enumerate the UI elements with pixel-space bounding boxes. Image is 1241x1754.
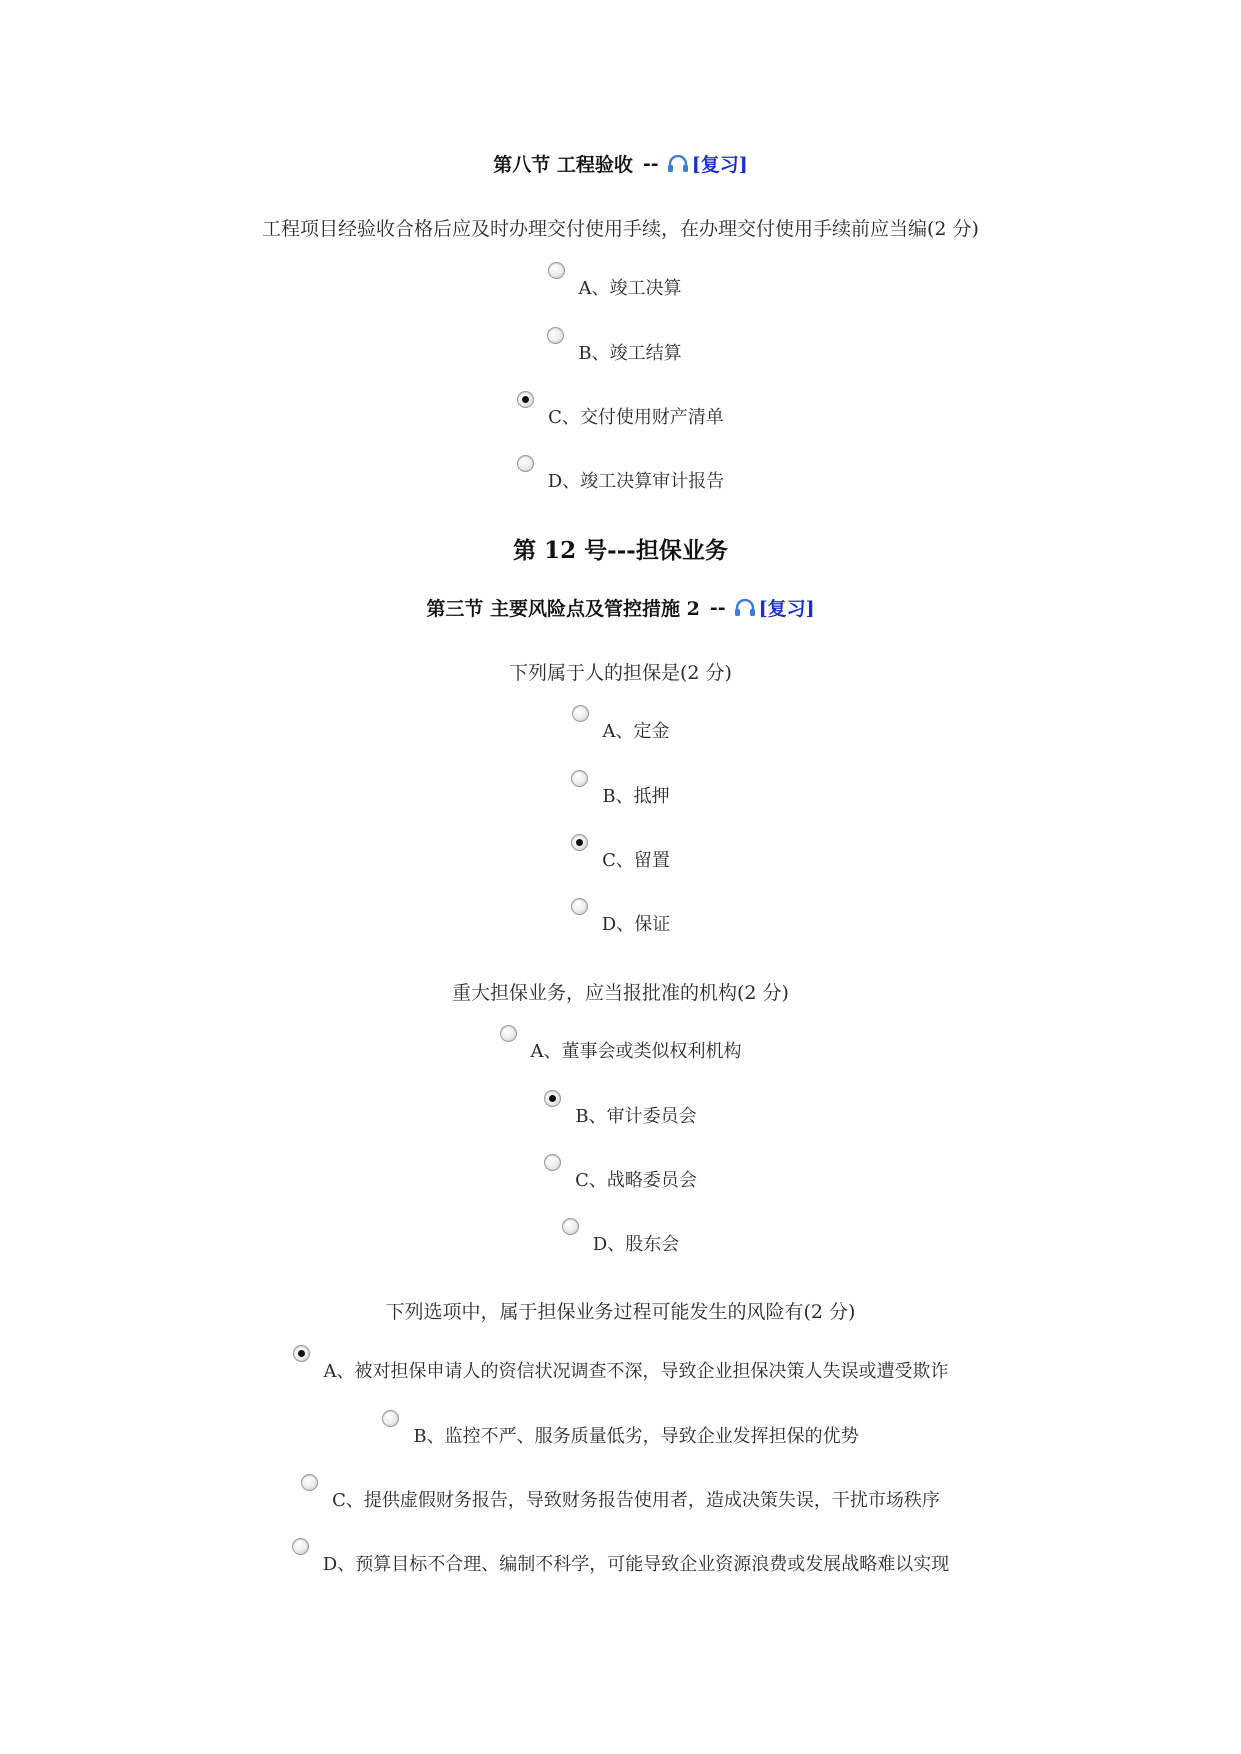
radio-button[interactable] bbox=[382, 1410, 399, 1427]
option-label: D、预算目标不合理、编制不科学，可能导致企业资源浪费或发展战略难以实现 bbox=[322, 1554, 950, 1575]
option-row[interactable] bbox=[0, 1025, 1241, 1063]
headphone-icon[interactable] bbox=[734, 599, 756, 617]
option-label: B、监控不严、服务质量低劣，导致企业发挥担保的优势 bbox=[413, 1426, 859, 1447]
radio-button[interactable] bbox=[571, 898, 588, 915]
review-link[interactable]: [复习] bbox=[758, 598, 815, 620]
section-title: 第三节 主要风险点及管控措施 2 bbox=[426, 598, 700, 620]
headphone-icon[interactable] bbox=[667, 155, 689, 173]
option-row[interactable] bbox=[0, 770, 1241, 808]
section-header-2 bbox=[0, 594, 1241, 621]
main-title: 第 12 号---担保业务 bbox=[513, 537, 728, 564]
question-3 bbox=[0, 978, 1241, 1005]
option-label: B、竣工结算 bbox=[578, 343, 682, 364]
radio-button[interactable] bbox=[572, 705, 589, 722]
option-row[interactable] bbox=[0, 1154, 1241, 1192]
option-label: A、被对担保申请人的资信状况调查不深，导致企业担保决策人失误或遭受欺诈 bbox=[323, 1361, 949, 1382]
option-row[interactable] bbox=[0, 1090, 1241, 1128]
radio-button[interactable] bbox=[544, 1154, 561, 1171]
section-header-1 bbox=[0, 150, 1241, 177]
option-label: A、竣工决算 bbox=[578, 278, 682, 299]
question-text: 工程项目经验收合格后应及时办理交付使用手续，在办理交付使用手续前应当编(2 分) bbox=[262, 218, 979, 240]
option-label: A、定金 bbox=[602, 721, 670, 742]
radio-button[interactable] bbox=[547, 327, 564, 344]
option-label: D、股东会 bbox=[592, 1234, 680, 1255]
radio-button-selected[interactable] bbox=[517, 391, 534, 408]
option-row[interactable] bbox=[0, 391, 1241, 429]
option-label: C、提供虚假财务报告，导致财务报告使用者，造成决策失误，干扰市场秩序 bbox=[332, 1490, 940, 1511]
option-row[interactable] bbox=[0, 834, 1241, 872]
option-label: A、董事会或类似权利机构 bbox=[530, 1041, 742, 1062]
question-1 bbox=[0, 214, 1241, 241]
radio-button[interactable] bbox=[292, 1538, 309, 1555]
question-text: 重大担保业务，应当报批准的机构(2 分) bbox=[452, 982, 789, 1004]
section-title: 第八节 工程验收 bbox=[493, 154, 633, 176]
radio-button[interactable] bbox=[301, 1474, 318, 1491]
option-label: D、竣工决算审计报告 bbox=[547, 471, 725, 492]
question-text: 下列选项中，属于担保业务过程可能发生的风险有(2 分) bbox=[385, 1301, 856, 1323]
question-text: 下列属于人的担保是(2 分) bbox=[509, 662, 732, 684]
radio-button-selected[interactable] bbox=[293, 1345, 310, 1362]
option-row[interactable] bbox=[0, 705, 1241, 743]
option-label: C、交付使用财产清单 bbox=[548, 407, 724, 428]
option-label: B、审计委员会 bbox=[575, 1106, 697, 1127]
option-row[interactable] bbox=[0, 327, 1241, 365]
question-2 bbox=[0, 658, 1241, 685]
option-label: C、战略委员会 bbox=[575, 1170, 697, 1191]
radio-button-selected[interactable] bbox=[571, 834, 588, 851]
separator: -- bbox=[642, 152, 659, 175]
radio-button[interactable] bbox=[517, 455, 534, 472]
option-row[interactable] bbox=[0, 1474, 1241, 1512]
option-label: C、留置 bbox=[602, 850, 670, 871]
radio-button[interactable] bbox=[548, 262, 565, 279]
option-row[interactable] bbox=[0, 455, 1241, 493]
radio-button-selected[interactable] bbox=[544, 1090, 561, 1107]
option-label: B、抵押 bbox=[602, 786, 670, 807]
option-row[interactable] bbox=[0, 898, 1241, 936]
option-label: D、保证 bbox=[601, 914, 671, 935]
radio-button[interactable] bbox=[571, 770, 588, 787]
separator: -- bbox=[709, 596, 726, 619]
option-row[interactable] bbox=[0, 1345, 1241, 1383]
review-link[interactable]: [复习] bbox=[691, 154, 748, 176]
option-row[interactable] bbox=[0, 1410, 1241, 1448]
question-4 bbox=[0, 1297, 1241, 1324]
radio-button[interactable] bbox=[500, 1025, 517, 1042]
page-title bbox=[0, 532, 1241, 565]
option-row[interactable] bbox=[0, 1538, 1241, 1576]
option-row[interactable] bbox=[0, 262, 1241, 300]
radio-button[interactable] bbox=[562, 1218, 579, 1235]
option-row[interactable] bbox=[0, 1218, 1241, 1256]
